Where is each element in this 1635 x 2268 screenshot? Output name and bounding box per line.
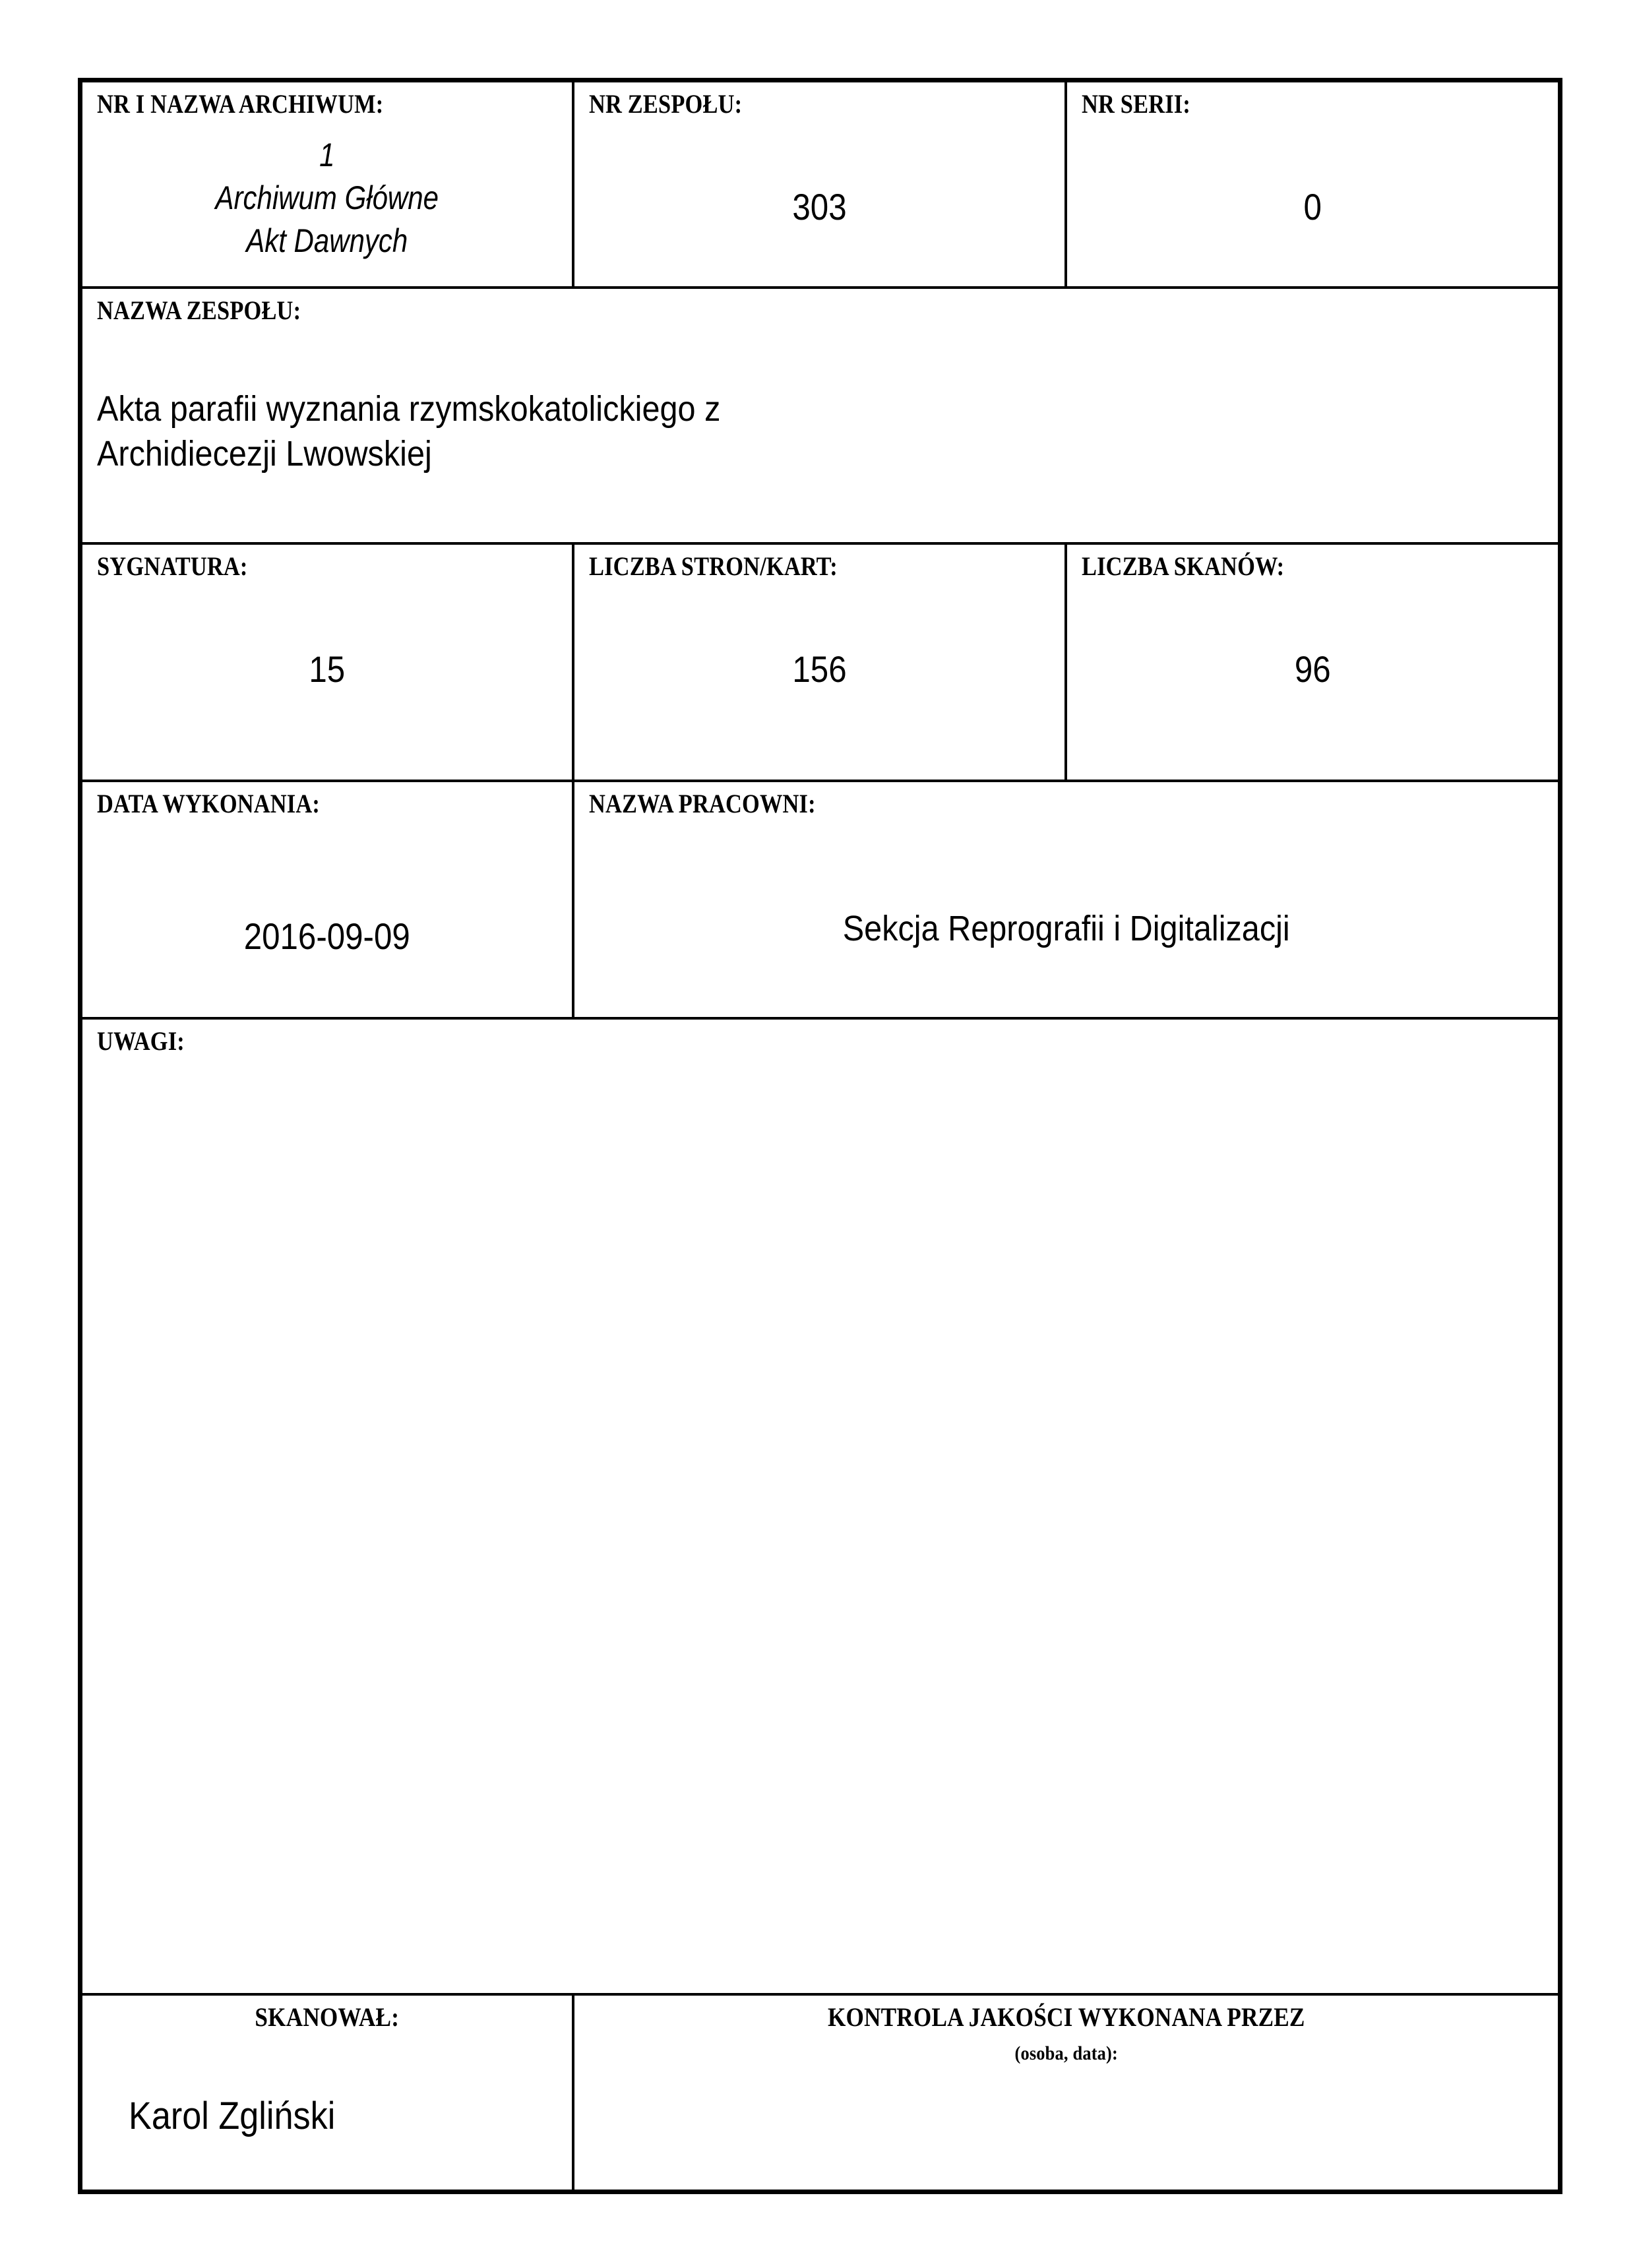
fonds-name-value: [97, 386, 1388, 476]
cell-scans-count: [1066, 543, 1560, 781]
fonds-name-line-1: Akta parafii wyznania rzymskokatolickiego z: [97, 388, 721, 429]
archive-name-line-1: Archiwum Główne: [215, 179, 439, 216]
laboratory-label: NAZWA PRACOWNI:: [588, 788, 816, 818]
quality-control-label: KONTROLA JAKOŚCI WYKONANA PRZEZ: [827, 2002, 1305, 2032]
table-row-header-identification: [80, 80, 1560, 288]
cell-fonds-number: [573, 80, 1066, 288]
cell-series-number: [1066, 80, 1560, 288]
cell-signature: [80, 543, 573, 781]
archive-number: 1: [319, 137, 335, 173]
cell-scanned-by: [80, 1994, 573, 2192]
table-row-fonds-name: [80, 288, 1560, 543]
cell-notes: [80, 1018, 1560, 1994]
scans-count-value: 96: [1294, 648, 1331, 690]
cell-laboratory: [573, 781, 1560, 1018]
table-row-signatures: [80, 1994, 1560, 2192]
quality-control-sublabel: (osoba, data):: [1014, 2042, 1118, 2064]
notes-value: [97, 1079, 1545, 1986]
cell-archive: [80, 80, 573, 288]
signature-label: SYGNATURA:: [97, 551, 248, 581]
signature-value: 15: [309, 648, 346, 690]
cell-fonds-name: [80, 288, 1560, 543]
scans-count-label: LICZBA SKANÓW:: [1081, 551, 1284, 581]
cell-quality-control: [573, 1994, 1560, 2192]
fonds-number-label: NR ZESPOŁU:: [588, 89, 742, 119]
fonds-number-value: 303: [791, 186, 847, 228]
archive-value: [121, 134, 532, 262]
execution-date-label: DATA WYKONANIA:: [97, 788, 321, 818]
archive-name-line-2: Akt Dawnych: [246, 222, 408, 259]
notes-label: UWAGI:: [97, 1026, 185, 1056]
fonds-name-line-2: Archidiecezji Lwowskiej: [97, 433, 432, 474]
cell-pages-count: [573, 543, 1066, 781]
laboratory-value: Sekcja Reprografii i Digitalizacji: [842, 908, 1290, 948]
archive-cover-sheet-table: [78, 78, 1562, 2194]
series-number-value: 0: [1303, 186, 1322, 228]
table-row-notes: [80, 1018, 1560, 1994]
scanned-by-value: Karol Zgliński: [129, 2094, 336, 2137]
table-row-execution: [80, 781, 1560, 1018]
fonds-name-label: NAZWA ZESPOŁU:: [97, 295, 301, 325]
scanned-by-label: SKANOWAŁ:: [255, 2002, 400, 2032]
table-row-counts: [80, 543, 1560, 781]
pages-count-value: 156: [791, 648, 847, 690]
cell-execution-date: [80, 781, 573, 1018]
series-number-label: NR SERII:: [1081, 89, 1190, 119]
archive-label: NR I NAZWA ARCHIWUM:: [97, 89, 384, 119]
pages-count-label: LICZBA STRON/KART:: [588, 551, 838, 581]
execution-date-value: 2016-09-09: [243, 915, 410, 957]
